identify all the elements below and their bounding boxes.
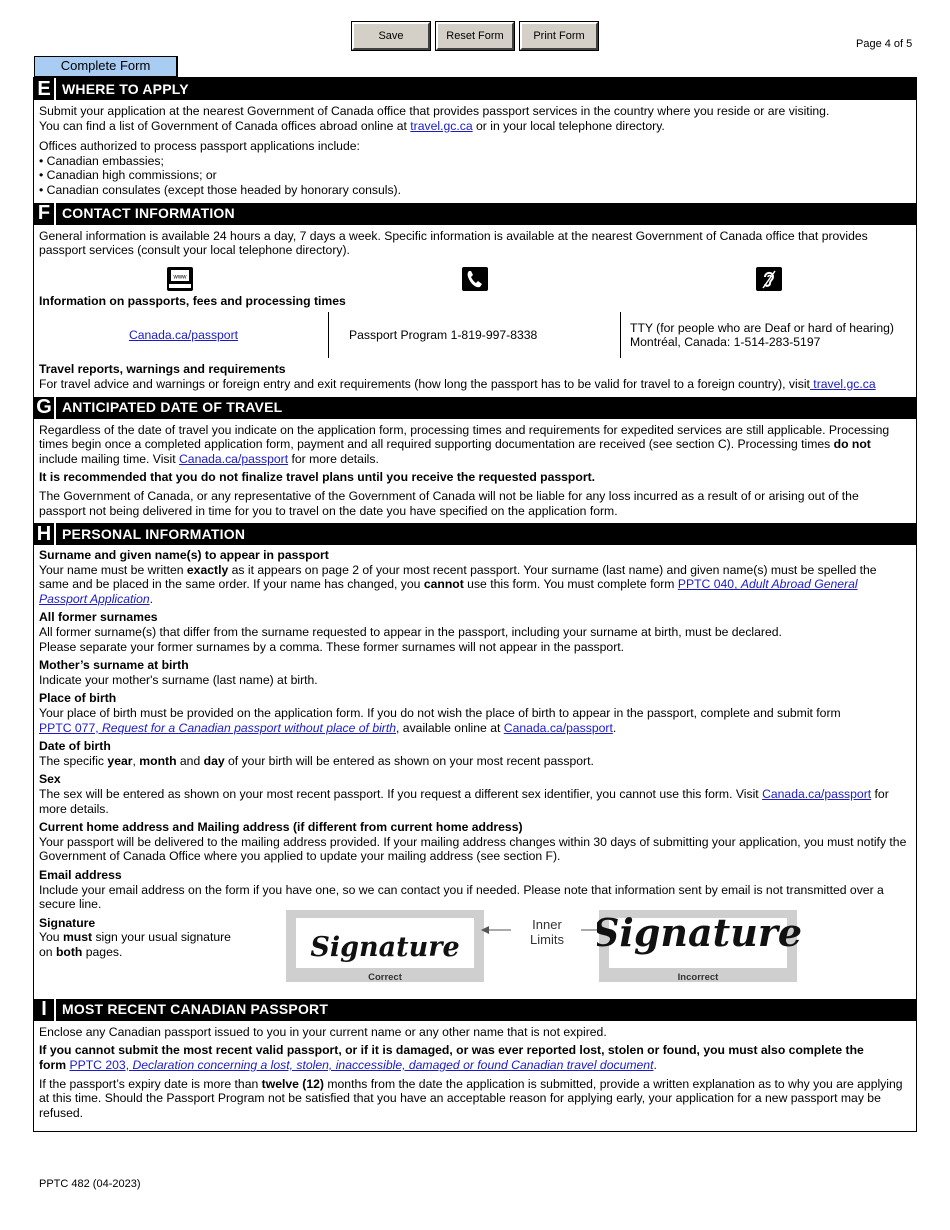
signature-area (39, 909, 910, 994)
paragraph: General information is available 24 hours a day, 7 days a week. Specific information is available at the nearest Government of Canada office that provides passport services (consult your local telephone directory). (39, 228, 868, 258)
paragraph: Offices authorized to process passport applications include: (39, 139, 360, 154)
canada-passport-link[interactable]: Canada.ca/passport (503, 720, 613, 735)
svg-text:Incorrect: Incorrect (677, 971, 719, 983)
print-form-button[interactable]: Print Form (520, 22, 598, 50)
paragraph: Your passport will be delivered to the mailing address provided. If your mailing address changes within 30 days of submitting your application, you must notify the Government of Canada Office where you applied to update your mailing address (see section F). (39, 834, 907, 864)
inner-limits-label (477, 914, 607, 964)
section-title: ANTICIPATED DATE OF TRAVEL (62, 399, 283, 416)
svg-text:Signature: Signature (310, 931, 460, 963)
section-h-header (34, 523, 916, 545)
svg-text:Signature: Signature (597, 909, 803, 955)
section-title: MOST RECENT CANADIAN PASSPORT (62, 1001, 329, 1018)
paragraph: All former surname(s) that differ from the surname requested to appear in the passport, including your surname at birth, must be declared. (39, 625, 782, 640)
pptc-203-link[interactable]: PPTC 203, Declaration concerning a lost, stolen, inaccessible, damaged or found Canadian travel document (69, 1057, 654, 1072)
travel-gc-link[interactable]: travel.gc.ca (809, 376, 876, 391)
section-g-header (34, 397, 916, 419)
list-item: • Canadian consulates (except those headed by honorary consuls). (39, 182, 401, 197)
section-f-body (34, 225, 916, 397)
canada-passport-link[interactable]: Canada.ca/passport (179, 451, 289, 466)
phone-icon (461, 266, 489, 292)
paragraph: Include your email address on the form if you have one, so we can contact you if needed. Please note that information sent by email is not transmitted over a secure line. (39, 882, 884, 912)
tty-ear-icon (755, 266, 783, 292)
paragraph: If you cannot submit the most recent valid passport, or if it is damaged, or was ever reported lost, stolen or found, you must also complete the form PPTC 203, Declaration concerning a lost, stolen, inaccessible, damaged or found Canadian travel document. (39, 1043, 864, 1072)
section-i-header (34, 999, 916, 1021)
paragraph: The sex will be entered as shown on your most recent passport. If you request a different sex identifier, you cannot use this form. Visit Canada.ca/passport for more details. (39, 787, 889, 816)
section-title: PERSONAL INFORMATION (62, 525, 246, 542)
canada-passport-link[interactable]: Canada.ca/passport (128, 328, 239, 343)
paragraph: Please separate your former surnames by a comma. These former surnames will not appear in the passport. (39, 639, 625, 654)
svg-text:www: www (173, 274, 187, 281)
subheading: Date of birth (39, 739, 111, 754)
section-letter: E (34, 78, 56, 100)
section-letter: G (34, 397, 56, 419)
section-letter: I (34, 999, 56, 1021)
section-i-body (34, 1021, 916, 1126)
section-h-body (34, 545, 916, 999)
passport-program-phone: Passport Program 1-819-997-8338 (349, 328, 538, 343)
tty-line-1: TTY (for people who are Deaf or hard of hearing) (630, 320, 894, 335)
svg-text:Correct: Correct (368, 971, 402, 983)
section-letter: F (34, 203, 56, 225)
list-item: • Canadian embassies; (39, 153, 164, 168)
subheading: Email address (39, 867, 122, 882)
subheading: All former surnames (39, 610, 158, 625)
section-f-header (34, 203, 916, 225)
contact-icons (39, 266, 910, 294)
page-number: Page 4 of 5 (856, 38, 913, 50)
form-code-footer: PPTC 482 (04-2023) (39, 1178, 141, 1190)
paragraph: Enclose any Canadian passport issued to you in your current name or any other name that is not expired. (39, 1024, 607, 1039)
paragraph: If the passport’s expiry date is more than twelve (12) months from the date the application is submitted, provide a written explanation as to why you are applying at this time. Should the Passport Program not be satisfied that you have an acceptable reason for applying early, your application for a new passport may be refused. (39, 1076, 903, 1120)
contact-cell-tty (621, 312, 894, 358)
contact-cell-web (39, 312, 329, 358)
paragraph: Indicate your mother's surname (last name) at birth. (39, 672, 318, 687)
section-e-header (34, 78, 916, 100)
form-toolbar (352, 22, 598, 50)
complete-form-tab[interactable]: Complete Form (34, 56, 178, 77)
paragraph: For travel advice and warnings or foreign entry and exit requirements (how long the passport has to be valid for travel to a foreign country), visit travel.gc.ca (39, 376, 876, 391)
signature-incorrect-example (597, 908, 803, 990)
info-heading: Information on passports, fees and processing times (39, 293, 346, 308)
list-item: • Canadian high commissions; or (39, 168, 217, 183)
signature-text: Signature You must sign your usual signature on both pages. (39, 915, 231, 959)
travel-gc-link[interactable]: travel.gc.ca (410, 118, 473, 133)
computer-www-icon (166, 266, 194, 292)
section-letter: H (34, 523, 56, 545)
pptc-040-link[interactable]: PPTC 040, Adult Abroad General Passport Application (39, 577, 858, 606)
svg-text:Inner: Inner (532, 916, 562, 932)
travel-heading: Travel reports, warnings and requirements (39, 362, 286, 377)
subheading: Current home address and Mailing address (if different from current home address) (39, 820, 523, 835)
section-title: WHERE TO APPLY (62, 80, 189, 97)
subheading: Surname and given name(s) to appear in passport (39, 548, 329, 563)
section-title: CONTACT INFORMATION (62, 205, 235, 222)
paragraph: You can find a list of Government of Canada offices abroad online at travel.gc.ca or in your local telephone directory. (39, 118, 665, 133)
section-e-body (34, 100, 916, 203)
pptc-077-link[interactable]: PPTC 077, Request for a Canadian passport without place of birth (39, 720, 397, 735)
contact-table (39, 312, 910, 358)
section-g-body (34, 419, 916, 524)
subheading: Mother’s surname at birth (39, 658, 189, 673)
svg-text:Limits: Limits (530, 931, 564, 947)
paragraph: The Government of Canada, or any representative of the Government of Canada will not be liable for any loss incurred as a result of or arising out of the passport not being delivered in time for you to travel on the date you have specified on the application form. (39, 488, 859, 518)
paragraph: Regardless of the date of travel you indicate on the application form, processing times and requirements for expedited services are still applicable. Processing times begin once a completed application form, payment and all required supporting documentation are received (see section C). Processing times do not include mailing time. Visit Canada.ca/passport for more details. (39, 422, 890, 466)
signature-correct-example (284, 908, 490, 990)
paragraph: The specific year, month and day of your birth will be entered as shown on your most recent passport. (39, 753, 594, 768)
form-frame (33, 77, 917, 1132)
reset-form-button[interactable]: Reset Form (436, 22, 514, 50)
contact-cell-phone (329, 312, 621, 358)
paragraph: Your name must be written exactly as it appears on page 2 of your most recent passport. Your surname (last name) and given name(s) must be spelled the same and be placed in the same order. If your name has changed, you cannot use this form. You must complete form PPTC 040, Adult Abroad General Passport Application. (39, 562, 877, 606)
subheading: Sex (39, 772, 61, 787)
recommendation: It is recommended that you do not finalize travel plans until you receive the requested passport. (39, 470, 596, 485)
canada-passport-link[interactable]: Canada.ca/passport (762, 787, 872, 801)
paragraph: PPTC 077, Request for a Canadian passport without place of birth, available online at Canada.ca/passport. (39, 720, 617, 735)
subheading: Place of birth (39, 691, 117, 706)
paragraph: Submit your application at the nearest Government of Canada office that provides passport services in the country where you reside or are visiting. (39, 104, 830, 118)
save-button[interactable]: Save (352, 22, 430, 50)
paragraph: Your place of birth must be provided on the application form. If you do not wish the place of birth to appear in the passport, complete and submit form (39, 706, 841, 721)
tty-line-2: Montréal, Canada: 1-514-283-5197 (630, 335, 821, 350)
